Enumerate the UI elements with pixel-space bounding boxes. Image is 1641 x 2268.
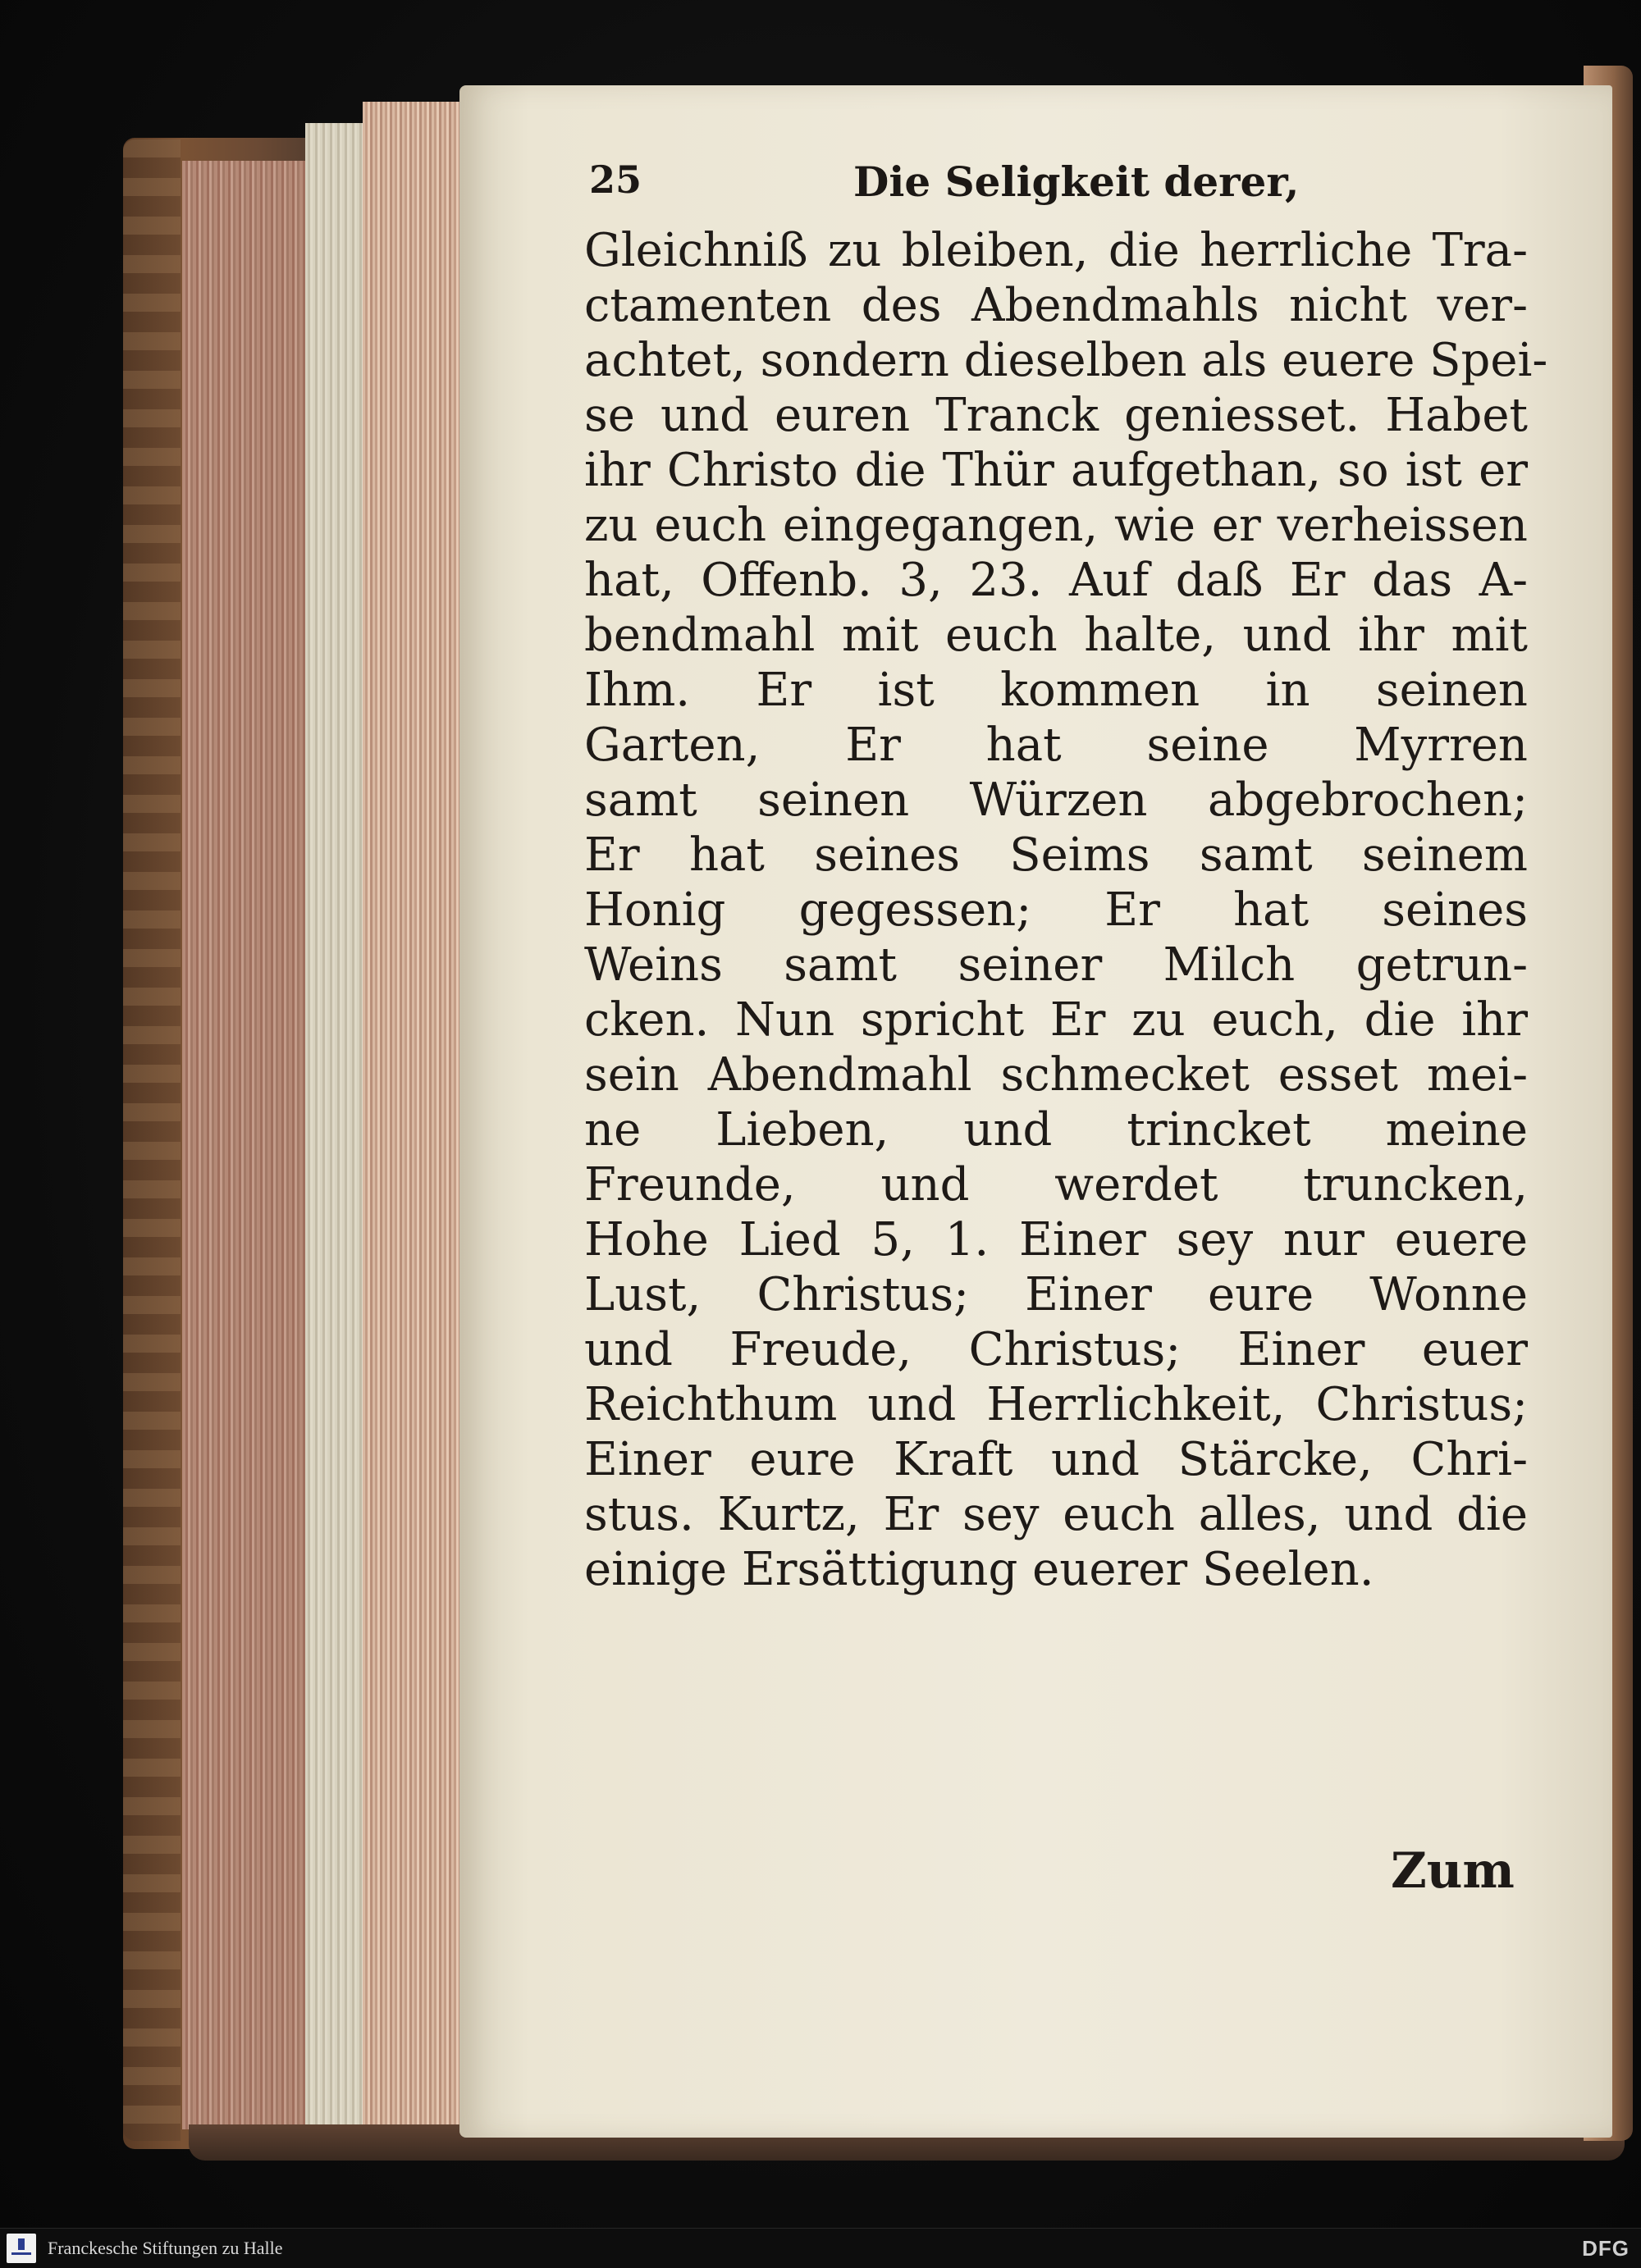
page-number: 25 [589, 157, 642, 202]
text-line: ne Lieben, und trincket meine [584, 1103, 1528, 1157]
text-line: einige Ersättigung euerer Seelen. [584, 1543, 1374, 1596]
text-line: Ihm. Er ist kommen in seinen [584, 664, 1528, 717]
viewer-footer [0, 2228, 1641, 2268]
institution-name[interactable]: Franckesche Stiftungen zu Halle [48, 2238, 283, 2258]
running-head [589, 157, 1492, 217]
text-line: Er hat seines Seims samt seinem [584, 828, 1528, 882]
body-text [584, 223, 1548, 1597]
page-edges-pale [305, 123, 363, 2139]
text-line: Lust, Christus; Einer eure Wonne [584, 1268, 1528, 1321]
text-line: und Freude, Christus; Einer euer [584, 1323, 1528, 1376]
text-line: cken. Nun spricht Er zu euch, die ihr [584, 993, 1528, 1047]
catchword: Zum [1391, 1842, 1515, 1900]
cover-wear-texture [123, 139, 181, 2141]
text-line: samt seinen Würzen abgebrochen; [584, 773, 1528, 827]
text-line: ctamenten des Abendmahls nicht ver- [584, 279, 1528, 332]
text-line: stus. Kurtz, Er sey euch alles, und die [584, 1488, 1528, 1541]
text-line: zu euch eingegangen, wie er verheissen [584, 499, 1528, 552]
institution-logo-icon [7, 2234, 36, 2263]
header-title: Die Seligkeit derer, [853, 157, 1300, 206]
text-line: Hohe Lied 5, 1. Einer sey nur euere [584, 1213, 1528, 1266]
text-line: Honig gegessen; Er hat seines [584, 883, 1528, 937]
text-line: Weins samt seiner Milch getrun- [584, 938, 1528, 992]
text-line: Freunde, und werdet truncken, [584, 1158, 1528, 1212]
text-line: se und euren Tranck geniesset. Habet [584, 389, 1528, 442]
text-line: Gleichniß zu bleiben, die herrliche Tra- [584, 224, 1528, 277]
text-line: Einer eure Kraft und Stärcke, Chri- [584, 1433, 1528, 1486]
text-line: achtet, sondern dieselben als euere Spei- [584, 334, 1548, 387]
page-edges-red [182, 161, 305, 2129]
text-line: Reichthum und Herrlichkeit, Christus; [584, 1378, 1528, 1431]
text-line: sein Abendmahl schmecket esset mei- [584, 1048, 1528, 1102]
text-line: hat, Offenb. 3, 23. Auf daß Er das A- [584, 554, 1528, 607]
text-line: ihr Christo die Thür aufgethan, so ist er [584, 444, 1528, 497]
text-line: bendmahl mit euch halte, und ihr mit [584, 609, 1528, 662]
dfg-logo: DFG [1582, 2236, 1630, 2261]
text-line: Garten, Er hat seine Myrren [584, 719, 1528, 772]
